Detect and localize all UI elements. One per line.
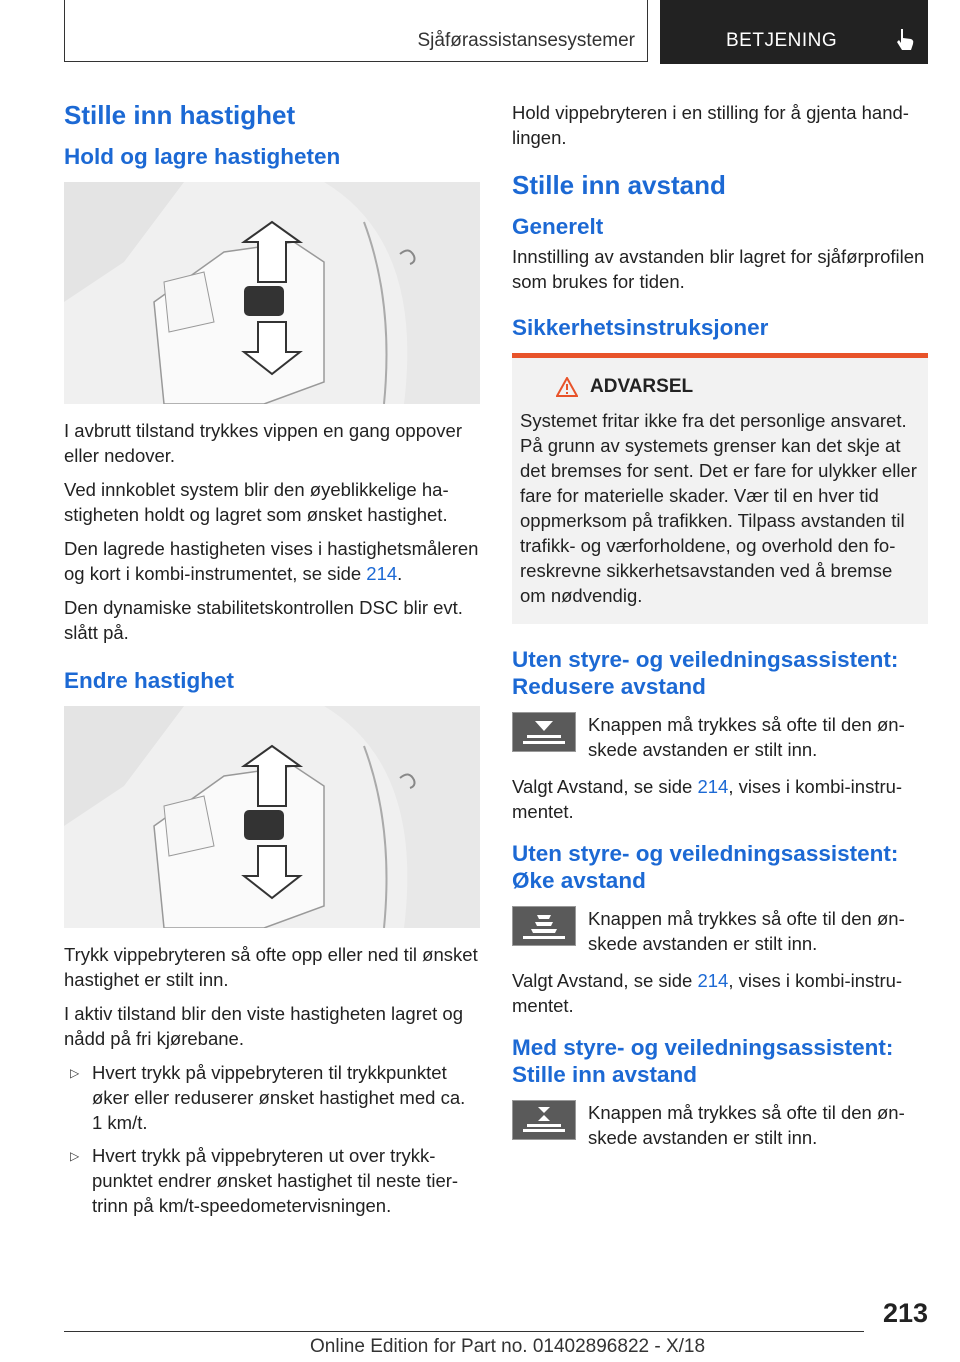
distance-adjust-button-icon: [512, 1100, 576, 1140]
chapter-title: BETJENING: [726, 30, 838, 51]
paragraph: Valgt Avstand, se side 214, vises i kombi-instrumentet.: [512, 776, 903, 823]
section-title: Sjåførassistansesystemer: [417, 30, 635, 51]
triangle-bullet-icon: ▷: [70, 1149, 80, 1164]
warning-triangle-icon: [556, 377, 578, 397]
button-description-row: [512, 712, 928, 762]
button-description-row: [512, 906, 928, 956]
heading-hold-speed: Hold og lagre hastigheten: [64, 144, 341, 170]
page-link[interactable]: 214: [697, 970, 729, 992]
list-item: ▷ Hvert trykk på vippebryteren ut over trykkpunktet endrer ønsket hastighet til neste tiertrinn på km/t-speedometervisningen.: [70, 1145, 459, 1217]
steering-rocker-image: [64, 706, 480, 928]
right-column: [512, 100, 928, 1162]
paragraph: I aktiv tilstand blir den viste hastigheten lagret og nådd på fri kjørebane.: [64, 1003, 464, 1050]
warning-box: [512, 353, 928, 624]
paragraph: Trykk vippebryteren så ofte opp eller ned til ønsket hastighet er stilt inn.: [64, 944, 478, 991]
paragraph: Den dynamiske stabilitetskontrollen DSC blir evt. slått på.: [64, 597, 463, 644]
page-header: [64, 0, 928, 64]
paragraph: Knappen må trykkes så ofte til den ønskede avstanden er stilt inn.: [588, 908, 905, 955]
paragraph: Valgt Avstand, se side 214, vises i kombi-instrumentet.: [512, 970, 903, 1017]
heading-change-speed: Endre hastighet: [64, 668, 235, 694]
hand-pointer-icon: [892, 26, 918, 52]
paragraph: Knappen må trykkes så ofte til den ønskede avstanden er stilt inn.: [588, 1102, 905, 1149]
heading-with-assistant: Med styre- og veiledningsassistent: Stille inn avstand: [512, 1035, 894, 1088]
paragraph: Hold vippebryteren i en stilling for å gjenta handlingen.: [512, 102, 909, 148]
paragraph: Den lagrede hastigheten vises i hastighetsmåleren og kort i kombi-instrumentet, se side 214.: [64, 538, 479, 585]
heading-set-speed: Stille inn hastighet: [64, 100, 296, 130]
left-column: [64, 100, 480, 1226]
triangle-bullet-icon: ▷: [70, 1066, 80, 1081]
paragraph: I avbrutt tilstand trykkes vippen en gang oppover eller nedover.: [64, 420, 462, 467]
paragraph: Ved innkoblet system blir den øyeblikkelige hastigheten holdt og lagret som ønsket hastighet.: [64, 479, 449, 526]
footer-divider: [64, 1331, 864, 1332]
section-tab: [64, 0, 648, 62]
distance-increase-button-icon: [512, 906, 576, 946]
page-link[interactable]: 214: [366, 563, 398, 585]
heading-reduce-distance: Uten styre- og veiledningsassistent: Redusere avstand: [512, 647, 899, 700]
page-link[interactable]: 214: [697, 776, 729, 798]
heading-general: Generelt: [512, 214, 604, 240]
page-number: 213: [882, 1298, 928, 1328]
heading-set-distance: Stille inn avstand: [512, 170, 726, 200]
warning-title: ADVARSEL: [556, 376, 920, 398]
paragraph: Innstilling av avstanden blir lagret for sjåførprofilen som brukes for tiden.: [512, 246, 925, 293]
paragraph: Knappen må trykkes så ofte til den ønskede avstanden er stilt inn.: [588, 714, 905, 761]
footer-edition: Online Edition for Part no. 01402896822 - X/18: [310, 1336, 706, 1357]
heading-increase-distance: Uten styre- og veiledningsassistent: Øke avstand: [512, 841, 899, 894]
button-description-row: [512, 1100, 928, 1150]
chapter-tab: [660, 0, 928, 64]
distance-decrease-button-icon: [512, 712, 576, 752]
steering-rocker-image: [64, 182, 480, 404]
list-item: ▷ Hvert trykk på vippebryteren til trykkpunktet øker eller reduserer ønsket hastighet med ca. 1 km/t.: [70, 1062, 466, 1134]
warning-text: Systemet fritar ikke fra det personlige ansvaret. På grunn av systemets grenser kan det skje at det bremses for sent. Det er fare for ulykker eller fare for materielle skader. Vær til en hver tid oppmerksom på trafikken. Tilpass avstanden til trafikk- og værforholdene, og overhold den foreskrevne sikkerhetsavstanden ved å bremse om nødvendig.: [520, 410, 917, 607]
heading-safety: Sikkerhetsinstruksjoner: [512, 315, 769, 341]
